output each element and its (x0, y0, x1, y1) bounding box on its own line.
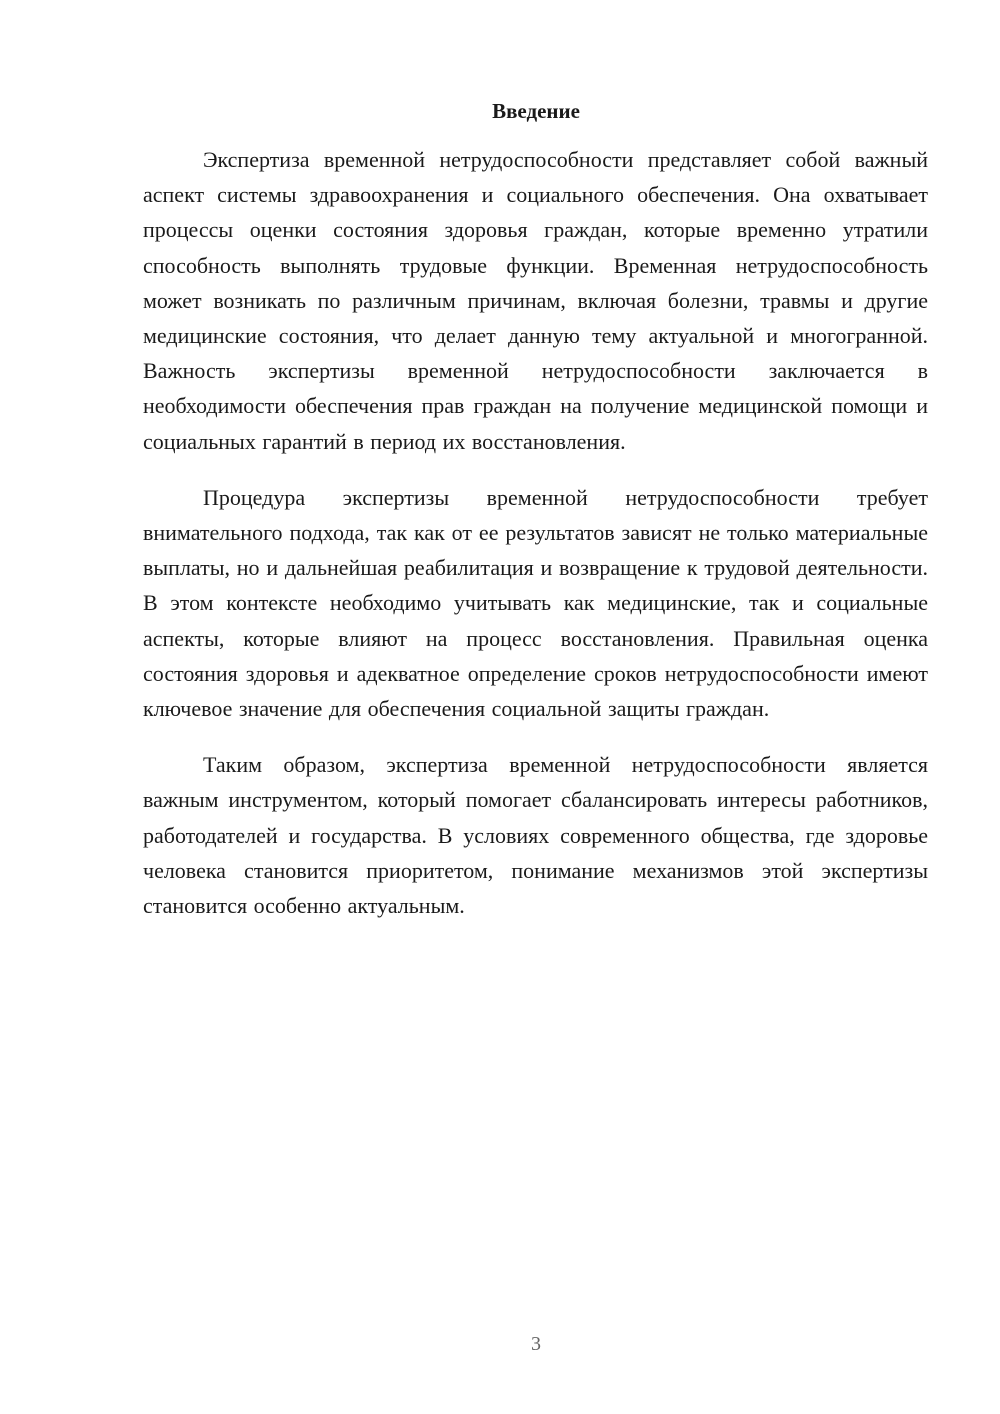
paragraph-3: Таким образом, экспертиза временной нетрудоспособности является важным инструментом, который помогает сбалансировать интересы работников, работодателей и государства. В условиях современного общества, где здоровье человека становится приоритетом, понимание механизмов этой экспертизы становится особенно актуальным. (143, 752, 928, 919)
paragraph-1: Экспертиза временной нетрудоспособности представляет собой важный аспект системы здравоохранения и социального обеспечения. Она охватывает процессы оценки состояния здоровья граждан, которые временно утратили способность выполнять трудовые функции. Временная нетрудоспособность может возникать по различным причинам, включая болезни, травмы и другие медицинские состояния, что делает данную тему актуальной и многогранной. Важность экспертизы временной нетрудоспособности заключается в необходимости обеспечения прав граждан на получение медицинской помощи и социальных гарантий в период их восстановления. (143, 147, 928, 454)
body-text (143, 142, 928, 944)
paragraph-2: Процедура экспертизы временной нетрудоспособности требует внимательного подхода, так как от ее результатов зависят не только материальные выплаты, но и дальнейшая реабилитация и возвращение к трудовой деятельности. В этом контексте необходимо учитывать как медицинские, так и социальные аспекты, которые влияют на процесс восстановления. Правильная оценка состояния здоровья и адекватное определение сроков нетрудоспособности имеют ключевое значение для обеспечения социальной защиты граждан. (143, 484, 928, 722)
page-number: 3 (531, 1333, 541, 1355)
section-title: Введение (492, 99, 580, 123)
